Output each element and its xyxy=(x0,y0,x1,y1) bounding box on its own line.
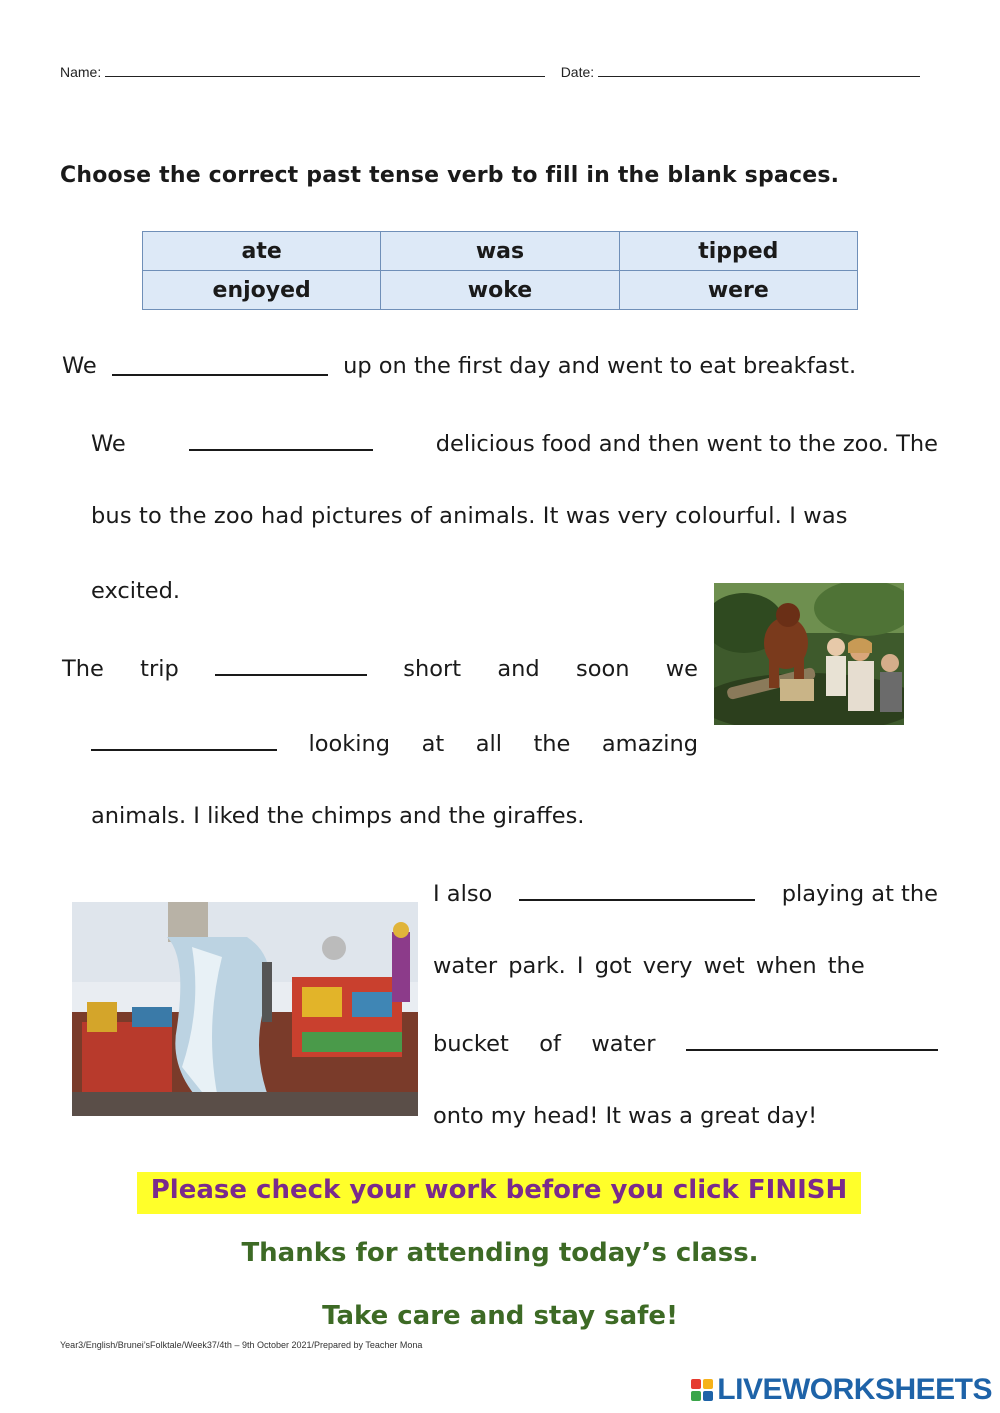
story-line-4: excited. xyxy=(91,578,181,604)
stay-safe-message: Take care and stay safe! xyxy=(322,1301,678,1331)
date-label: Date: xyxy=(560,64,595,80)
word-bank-cell: were xyxy=(619,271,857,310)
story-line-10 xyxy=(433,1027,938,1058)
footer-credit: Year3/English/Brunei’sFolktale/Week37/4th – 9th October 2021/Prepared by Teacher Mona xyxy=(60,1340,423,1350)
answer-blank-4[interactable] xyxy=(91,727,277,751)
story-word: The xyxy=(62,656,104,682)
orangutan-photo xyxy=(714,583,904,725)
story-word: all xyxy=(475,731,502,757)
story-text: delicious food and then went to the zoo. The xyxy=(435,431,938,457)
story-word: we xyxy=(665,656,698,682)
story-text: We xyxy=(91,431,126,457)
name-field[interactable] xyxy=(105,62,545,77)
story-line-8 xyxy=(433,877,938,908)
name-label: Name: xyxy=(60,64,102,80)
story-line-7: animals. I liked the chimps and the giraffes. xyxy=(91,803,585,829)
name-date-line xyxy=(60,62,920,80)
word-bank-table xyxy=(142,231,858,310)
story-text: I also xyxy=(433,881,493,907)
story-line-9: water park. I got very wet when the xyxy=(433,953,865,979)
logo-text: LIVEWORKSHEETS xyxy=(717,1373,992,1406)
liveworksheets-logo xyxy=(691,1373,992,1407)
story-word: soon xyxy=(575,656,630,682)
story-word: trip xyxy=(140,656,179,682)
instruction: Choose the correct past tense verb to fill in the blank spaces. xyxy=(60,163,840,188)
water-park-photo xyxy=(72,902,418,1116)
story-line-1 xyxy=(62,352,856,380)
story-word: short xyxy=(403,656,462,682)
story-line-11: onto my head! It was a great day! xyxy=(433,1103,818,1129)
story-line-6 xyxy=(91,727,698,758)
word-bank-cell: tipped xyxy=(619,232,857,271)
story-word: of xyxy=(539,1031,561,1057)
word-bank-cell: enjoyed xyxy=(143,271,381,310)
story-text: playing at the xyxy=(781,881,938,907)
date-field[interactable] xyxy=(598,62,920,77)
story-line-2 xyxy=(91,427,938,458)
answer-blank-6[interactable] xyxy=(686,1027,938,1051)
word-bank-row xyxy=(143,232,858,271)
word-bank-cell: was xyxy=(381,232,619,271)
answer-blank-2[interactable] xyxy=(189,427,373,451)
thanks-message: Thanks for attending today’s class. xyxy=(241,1238,759,1268)
story-word: at xyxy=(421,731,445,757)
story-word: water xyxy=(591,1031,656,1057)
answer-blank-5[interactable] xyxy=(519,877,755,901)
word-bank-row xyxy=(143,271,858,310)
story-word: bucket xyxy=(433,1031,509,1057)
story-word: amazing xyxy=(601,731,698,757)
story-line-3: bus to the zoo had pictures of animals. It was very colourful. I was xyxy=(91,503,848,529)
answer-blank-1[interactable] xyxy=(112,352,328,376)
logo-squares-icon xyxy=(691,1379,713,1401)
finish-reminder: Please check your work before you click FINISH xyxy=(150,1175,848,1205)
story-word: looking xyxy=(308,731,391,757)
story-line-5 xyxy=(62,652,698,683)
story-text: We xyxy=(62,353,97,379)
story-text: up on the first day and went to eat breakfast. xyxy=(343,353,857,379)
answer-blank-3[interactable] xyxy=(215,652,367,676)
story-word: the xyxy=(533,731,571,757)
story-word: and xyxy=(497,656,540,682)
word-bank-cell: woke xyxy=(381,271,619,310)
word-bank-cell: ate xyxy=(143,232,381,271)
